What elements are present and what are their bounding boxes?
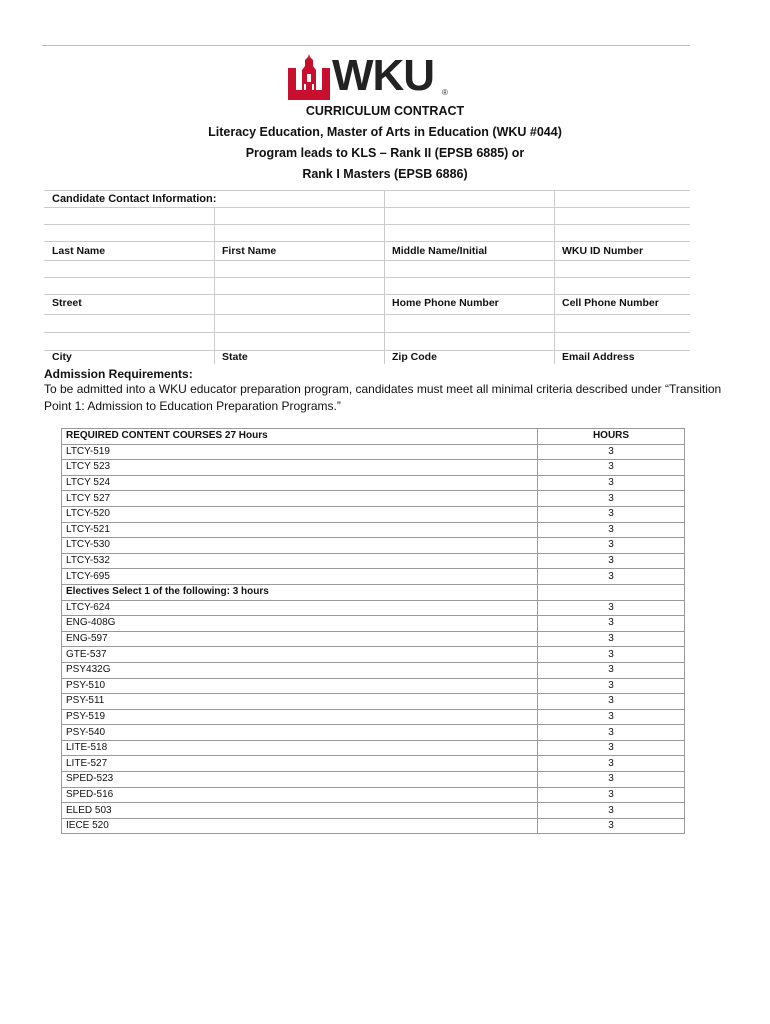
table-row (62, 772, 685, 788)
table-row (62, 740, 685, 756)
state-label: State (222, 351, 248, 363)
title-line-3: Program leads to KLS – Rank II (EPSB 6885) or (245, 146, 525, 160)
middle-name-label: Middle Name/Initial (392, 245, 488, 257)
course-code: ELED 503 (62, 803, 538, 819)
course-code: ENG-408G (62, 616, 538, 632)
course-code: LTCY-521 (62, 522, 538, 538)
contact-heading-row (44, 190, 690, 208)
table-row (62, 538, 685, 554)
table-row (62, 569, 685, 585)
course-hours: 3 (538, 616, 685, 632)
course-code: ENG-597 (62, 631, 538, 647)
course-code: LTCY-532 (62, 553, 538, 569)
course-hours: 3 (538, 787, 685, 803)
registered-mark: ® (442, 88, 448, 97)
table-row (62, 522, 685, 538)
course-hours: 3 (538, 756, 685, 772)
course-hours (538, 584, 685, 600)
table-row (62, 491, 685, 507)
course-code: IECE 520 (62, 818, 538, 834)
course-hours: 3 (538, 522, 685, 538)
course-hours: 3 (538, 460, 685, 476)
course-code: SPED-523 (62, 772, 538, 788)
table-row (62, 600, 685, 616)
course-code: LTCY 527 (62, 491, 538, 507)
course-hours: 3 (538, 725, 685, 741)
title-line-2: Literacy Education, Master of Arts in Education (WKU #044) (208, 125, 562, 139)
course-code: LTCY-520 (62, 506, 538, 522)
course-hours: 3 (538, 678, 685, 694)
table-row (62, 506, 685, 522)
course-hours: 3 (538, 506, 685, 522)
course-hours: 3 (538, 818, 685, 834)
zip-code-label: Zip Code (392, 351, 437, 363)
table-row (62, 678, 685, 694)
electives-heading: Electives Select 1 of the following: 3 hours (62, 584, 538, 600)
electives-heading-row (62, 584, 685, 600)
table-row (62, 709, 685, 725)
course-hours: 3 (538, 475, 685, 491)
street-label: Street (52, 297, 82, 309)
cupola-icon (288, 54, 330, 100)
course-hours: 3 (538, 740, 685, 756)
course-hours: 3 (538, 709, 685, 725)
course-hours: 3 (538, 491, 685, 507)
table-row (62, 647, 685, 663)
wku-id-label: WKU ID Number (562, 245, 644, 257)
course-code: SPED-516 (62, 787, 538, 803)
course-code: LTCY-624 (62, 600, 538, 616)
admission-title: Admission Requirements: (44, 367, 193, 381)
course-code: LTCY-519 (62, 444, 538, 460)
courses-table (61, 428, 685, 834)
course-hours: 3 (538, 647, 685, 663)
table-row (62, 631, 685, 647)
course-hours: 3 (538, 694, 685, 710)
course-hours: 3 (538, 553, 685, 569)
last-name-label: Last Name (52, 245, 106, 257)
table-row (62, 787, 685, 803)
table-row (62, 662, 685, 678)
contact-heading: Candidate Contact Information: (52, 193, 217, 205)
document-title (0, 101, 770, 185)
home-phone-label: Home Phone Number (392, 297, 499, 309)
required-courses-heading: REQUIRED CONTENT COURSES 27 Hours (62, 429, 538, 445)
course-code: PSY432G (62, 662, 538, 678)
course-hours: 3 (538, 662, 685, 678)
first-name-label: First Name (222, 245, 277, 257)
title-line-4: Rank I Masters (EPSB 6886) (302, 167, 468, 181)
course-code: PSY-540 (62, 725, 538, 741)
courses-header-row (62, 429, 685, 445)
title-line-1: CURRICULUM CONTRACT (305, 104, 465, 118)
table-row (62, 460, 685, 476)
table-row (62, 616, 685, 632)
course-code: LITE-527 (62, 756, 538, 772)
course-code: GTE-537 (62, 647, 538, 663)
course-hours: 3 (538, 538, 685, 554)
top-rule (42, 45, 690, 46)
course-hours: 3 (538, 803, 685, 819)
course-code: LTCY-695 (62, 569, 538, 585)
table-row (62, 756, 685, 772)
course-code: LTCY-530 (62, 538, 538, 554)
wku-logo (288, 52, 453, 100)
course-code: LTCY 524 (62, 475, 538, 491)
course-hours: 3 (538, 569, 685, 585)
table-row (62, 725, 685, 741)
table-row (62, 444, 685, 460)
logo-text: WKU (332, 51, 435, 100)
email-label: Email Address (562, 351, 635, 363)
table-row (62, 803, 685, 819)
table-row (62, 694, 685, 710)
table-row (62, 553, 685, 569)
course-code: PSY-510 (62, 678, 538, 694)
course-hours: 3 (538, 600, 685, 616)
table-row (62, 475, 685, 491)
cell-phone-label: Cell Phone Number (562, 297, 659, 309)
table-row (62, 818, 685, 834)
course-hours: 3 (538, 631, 685, 647)
course-code: LITE-518 (62, 740, 538, 756)
course-code: PSY-511 (62, 694, 538, 710)
course-code: PSY-519 (62, 709, 538, 725)
course-hours: 3 (538, 444, 685, 460)
course-code: LTCY 523 (62, 460, 538, 476)
admission-text: To be admitted into a WKU educator preparation program, candidates must meet all minimal criteria described under “Transition Point 1: Admission to Education Preparation Programs.” (44, 382, 722, 413)
hours-heading: HOURS (538, 429, 685, 445)
course-hours: 3 (538, 772, 685, 788)
city-label: City (52, 351, 72, 363)
